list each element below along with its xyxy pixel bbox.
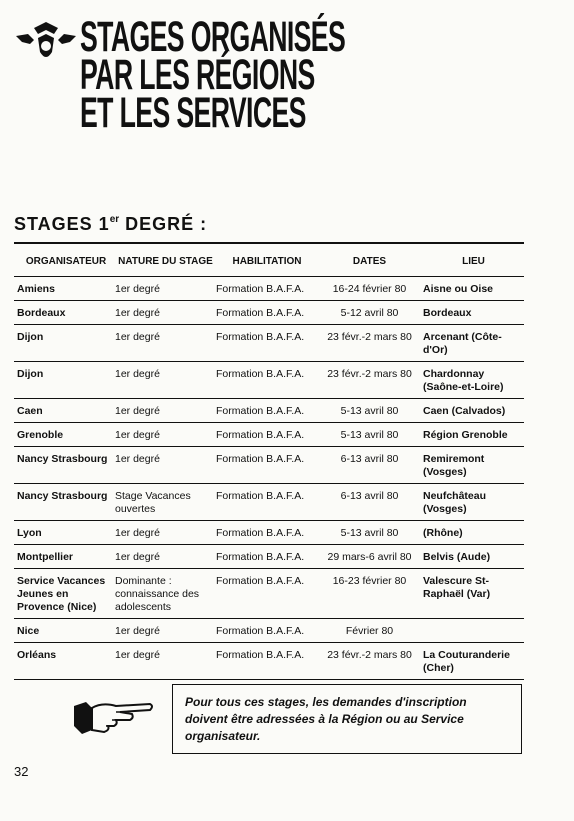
table-row [14,569,524,619]
logo-icon [14,22,78,66]
cell-habilitation: Formation B.A.F.A. [216,368,305,380]
cell-organisateur: Caen [17,405,43,417]
cell-habilitation: Formation B.A.F.A. [216,527,305,539]
stages-table [14,246,524,680]
cell-dates: 29 mars-6 avril 80 [327,551,412,563]
cell-organisateur: Dijon [17,368,44,380]
registration-note: Pour tous ces stages, les demandes d'inscription doivent être adressées à la Région ou au Service organisateur. [172,684,522,754]
cell-organisateur: Dijon [17,331,44,343]
cell-nature: Stage Vacances ouvertes [115,490,191,515]
table-row [14,447,524,484]
cell-lieu: (Rhône) [423,527,463,539]
cell-organisateur: Montpellier [17,551,74,563]
cell-organisateur: Lyon [17,527,42,539]
cell-habilitation: Formation B.A.F.A. [216,625,305,637]
cell-dates: 5-13 avril 80 [340,405,399,417]
table-row [14,325,524,362]
cell-lieu: Aisne ou Oise [423,283,494,295]
cell-lieu: Bordeaux [423,307,472,319]
cell-habilitation: Formation B.A.F.A. [216,453,305,465]
divider [14,242,524,244]
cell-lieu: La Couturanderie (Cher) [423,649,510,674]
cell-nature: 1er degré [115,453,160,465]
cell-nature: Dominante : connaissance des adolescents [115,575,200,613]
cell-habilitation: Formation B.A.F.A. [216,429,305,441]
column-header: LIEU [462,255,485,267]
title-line: STAGES ORGANISÉS [80,13,346,61]
cell-habilitation: Formation B.A.F.A. [216,575,305,587]
cell-nature: 1er degré [115,429,160,441]
cell-organisateur: Grenoble [17,429,64,441]
column-header: ORGANISATEUR [25,255,107,267]
cell-habilitation: Formation B.A.F.A. [216,283,305,295]
cell-dates: 5-13 avril 80 [340,429,399,441]
page-number: 32 [14,764,29,779]
cell-nature: 1er degré [115,551,160,563]
cell-organisateur: Amiens [17,283,55,295]
cell-organisateur: Nice [17,625,40,637]
cell-habilitation: Formation B.A.F.A. [216,649,305,661]
cell-organisateur: Service Vacances Jeunes en Provence (Nice) [17,575,106,613]
cell-nature: 1er degré [115,527,160,539]
cell-dates: 16-23 février 80 [332,575,407,587]
cell-lieu: Arcenant (Côte-d'Or) [423,331,502,356]
cell-habilitation: Formation B.A.F.A. [216,490,305,502]
table-row [14,399,524,423]
cell-habilitation: Formation B.A.F.A. [216,405,305,417]
page-title [80,13,346,137]
cell-nature: 1er degré [115,405,160,417]
cell-dates: 16-24 février 80 [332,283,407,295]
cell-lieu [421,625,524,638]
cell-dates: 5-12 avril 80 [340,307,399,319]
cell-lieu: Caen (Calvados) [423,405,506,417]
table-body [14,277,524,680]
cell-lieu: Remiremont (Vosges) [423,453,485,478]
table-row [14,277,524,301]
cell-dates: Février 80 [345,625,394,637]
title-line: ET LES SERVICES [80,89,306,137]
cell-lieu: Neufchâteau (Vosges) [423,490,487,515]
cell-nature: 1er degré [115,307,160,319]
cell-dates: 23 févr.-2 mars 80 [327,331,412,343]
cell-lieu: Valescure St-Raphaël (Var) [423,575,491,600]
cell-lieu: Chardonnay (Saône-et-Loire) [423,368,504,393]
table-row [14,362,524,399]
column-header: NATURE DU STAGE [118,255,213,267]
column-header: HABILITATION [232,255,302,267]
cell-nature: 1er degré [115,368,160,380]
cell-habilitation: Formation B.A.F.A. [216,551,305,563]
cell-dates: 5-13 avril 80 [340,527,399,539]
table-row [14,521,524,545]
table-row [14,619,524,643]
section-heading [14,214,207,235]
cell-organisateur: Orléans [17,649,57,661]
section-heading-sup: er [109,214,120,225]
cell-organisateur: Nancy Strasbourg [17,453,108,465]
cell-dates: 23 févr.-2 mars 80 [327,649,412,661]
column-header: DATES [352,255,387,267]
cell-nature: 1er degré [115,625,160,637]
table-row [14,423,524,447]
table-row [14,643,524,680]
cell-organisateur: Bordeaux [17,307,66,319]
pointing-hand-icon [72,696,156,738]
cell-nature: 1er degré [115,283,160,295]
cell-dates: 6-13 avril 80 [340,453,399,465]
cell-nature: 1er degré [115,649,160,661]
table-header [14,246,524,277]
table-row [14,301,524,325]
section-heading-prefix: STAGES 1 [14,214,110,234]
cell-dates: 23 févr.-2 mars 80 [327,368,412,380]
cell-nature: 1er degré [115,331,160,343]
cell-dates: 6-13 avril 80 [340,490,399,502]
cell-organisateur: Nancy Strasbourg [17,490,108,502]
table-row [14,545,524,569]
cell-habilitation: Formation B.A.F.A. [216,331,305,343]
title-line: PAR LES RÉGIONS [80,51,315,99]
cell-lieu: Belvis (Aude) [423,551,491,563]
table-row [14,484,524,521]
section-heading-suffix: DEGRÉ : [119,214,208,234]
cell-lieu: Région Grenoble [423,429,508,441]
cell-habilitation: Formation B.A.F.A. [216,307,305,319]
